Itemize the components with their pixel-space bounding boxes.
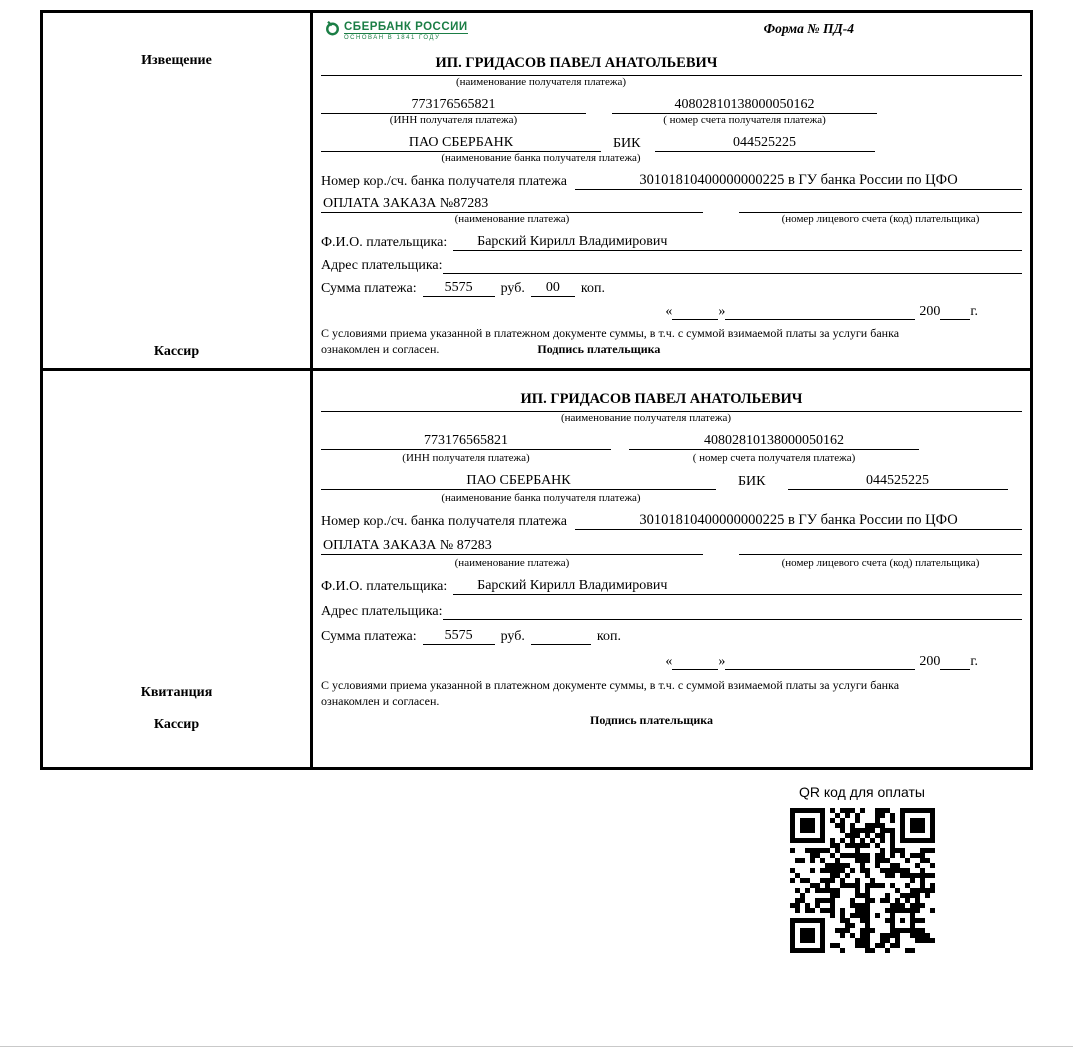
qr-code: [790, 808, 935, 953]
bank-caption-row: [321, 152, 1022, 167]
personal-account-caption: (номер лицевого счета (код) плательщика): [781, 557, 980, 569]
date-row: [321, 297, 1022, 320]
agreement-line-2: ознакомлен и согласен.: [321, 693, 440, 708]
pd4-form: [40, 10, 1033, 770]
inn-account-caption-row: [321, 452, 1022, 467]
payment-purpose-value: [321, 538, 703, 555]
receipt-left-column: [43, 371, 313, 767]
bik-label: БИК: [738, 474, 766, 489]
payer-address-label: Адрес плательщика:: [321, 258, 443, 273]
payee-caption: (наименование получателя платежа): [455, 76, 627, 88]
kop-label: коп.: [580, 281, 605, 296]
account-value: 40802810138000050162: [612, 97, 877, 114]
bank-caption: (наименование банка получателя платежа): [441, 152, 641, 164]
inn-caption: (ИНН получателя платежа): [389, 114, 518, 126]
kop-label: коп.: [596, 629, 621, 644]
personal-account-line: [739, 554, 1022, 555]
amount-row: [321, 622, 1022, 645]
order-number: 87283: [456, 538, 492, 553]
agreement-line-1: С условиями приема указанной в платежном документе суммы, в т.ч. с суммой взимаемой платы за услуги банка: [321, 678, 900, 692]
quote-close: »: [718, 304, 726, 319]
purpose-caption-row: [321, 213, 1022, 228]
order-number: 87283: [453, 196, 489, 211]
year-line: [940, 319, 970, 320]
bik-label: БИК: [613, 136, 641, 151]
month-line: [725, 319, 915, 320]
notice-left-column: [43, 13, 313, 368]
payer-address-row: [321, 251, 1022, 274]
amount-label: Сумма платежа:: [321, 629, 417, 644]
day-line: [672, 669, 718, 670]
payer-name-value: Барский Кирилл Владимирович: [453, 234, 691, 251]
inn-account-caption-row: [321, 114, 1022, 129]
quote-open: «: [665, 654, 673, 669]
amount-kop-value: 00: [531, 280, 575, 297]
sberbank-logo-icon: [325, 21, 340, 41]
purpose-caption-row: [321, 557, 1022, 572]
year-prefix: 200: [919, 654, 941, 669]
corr-account-row: [321, 507, 1022, 530]
payee-name: ИП. ГРИДАСОВ ПАВЕЛ АНАТОЛЬЕВИЧ: [520, 391, 803, 407]
sberbank-logo: [325, 21, 468, 41]
rub-label: руб.: [500, 281, 525, 296]
qr-caption: QR код для оплаты: [798, 784, 925, 800]
amount-rub-value: 5575: [423, 628, 495, 645]
corr-account-label: Номер кор./сч. банка получателя платежа: [321, 514, 567, 529]
agreement-text: [321, 326, 1022, 357]
payee-name: ИП. ГРИДАСОВ ПАВЕЛ АНАТОЛЬЕВИЧ: [435, 55, 718, 71]
bik-value: 044525225: [655, 135, 875, 152]
corr-account-value: 30101810400000000225 в ГУ банка России по ЦФО: [575, 172, 1022, 190]
account-caption: ( номер счета получателя платежа): [663, 114, 826, 126]
amount-kop-value: [531, 644, 591, 645]
notice-cashier-label: Кассир: [153, 344, 200, 359]
notice-section: [43, 13, 1030, 371]
order-label: ОПЛАТА ЗАКАЗА №: [323, 196, 454, 211]
payee-name-line: [321, 55, 1022, 76]
signature-label: Подпись плательщика: [537, 341, 661, 356]
year-prefix: 200: [919, 304, 941, 319]
inn-value: 773176565821: [321, 97, 586, 114]
inn-value: 773176565821: [321, 433, 611, 450]
receipt-form-area: [313, 371, 1030, 767]
bik-value: 044525225: [788, 473, 1008, 490]
order-label: ОПЛАТА ЗАКАЗА №: [323, 538, 454, 553]
payer-address-row: [321, 597, 1022, 620]
form-number: Форма № ПД-4: [763, 21, 854, 36]
payer-address-label: Адрес плательщика:: [321, 604, 443, 619]
month-line: [725, 669, 915, 670]
bank-caption-row: [321, 492, 1022, 507]
bank-name-value: ПАО СБЕРБАНК: [321, 135, 601, 152]
amount-label: Сумма платежа:: [321, 281, 417, 296]
bank-row: [321, 467, 1022, 490]
signature-label: Подпись плательщика: [590, 713, 713, 728]
corr-account-label: Номер кор./сч. банка получателя платежа: [321, 174, 567, 189]
payer-name-line-fill: [691, 594, 1022, 595]
date-row: [321, 647, 1022, 670]
notice-header-row: [321, 19, 1022, 55]
bank-caption: (наименование банка получателя платежа): [441, 492, 641, 504]
year-line: [940, 669, 970, 670]
agreement-line-1: С условиями приема указанной в платежном документе суммы, в т.ч. с суммой взимаемой платы за услуги банка: [321, 326, 900, 340]
payment-purpose-value: [321, 196, 703, 213]
payee-name-line: [321, 391, 1022, 412]
notice-form-area: [313, 13, 1030, 368]
bank-logo-text: СБЕРБАНК РОССИИ: [344, 21, 468, 33]
page-bottom-divider: [0, 1046, 1073, 1047]
amount-rub-value: 5575: [423, 280, 495, 297]
inn-caption: (ИНН получателя платежа): [402, 452, 530, 464]
bank-row: [321, 129, 1022, 152]
qr-block: [788, 784, 936, 953]
payer-name-value: Барский Кирилл Владимирович: [453, 578, 691, 595]
agreement-line-2: ознакомлен и согласен.: [321, 341, 440, 356]
personal-account-caption: (номер лицевого счета (код) плательщика): [781, 213, 980, 225]
rub-label: руб.: [500, 629, 525, 644]
receipt-cashier-label: Кассир: [153, 717, 200, 732]
account-value: 40802810138000050162: [629, 433, 919, 450]
agreement-text: [321, 678, 1022, 709]
quote-close: »: [718, 654, 726, 669]
account-caption: ( номер счета получателя платежа): [692, 452, 856, 464]
payer-name-label: Ф.И.О. плательщика:: [321, 579, 448, 594]
payment-purpose-row: [321, 190, 1022, 213]
notice-title: Извещение: [141, 53, 212, 68]
day-line: [672, 319, 718, 320]
payer-name-label: Ф.И.О. плательщика:: [321, 235, 448, 250]
inn-account-row: [321, 91, 1022, 114]
receipt-section: [43, 371, 1030, 767]
corr-account-row: [321, 167, 1022, 190]
payer-name-row: [321, 228, 1022, 251]
bank-name-value: ПАО СБЕРБАНК: [321, 473, 716, 490]
payee-caption-row: [321, 412, 1022, 427]
receipt-title: Квитанция: [140, 685, 213, 700]
payee-caption-row: [321, 76, 1022, 91]
bank-logo-subtext: ОСНОВАН В 1841 ГОДУ: [344, 33, 468, 41]
payment-purpose-row: [321, 532, 1022, 555]
sberbank-logo-text-block: [344, 21, 468, 41]
purpose-caption: (наименование платежа): [454, 557, 570, 569]
quote-open: «: [665, 304, 673, 319]
payer-address-line: [443, 619, 1022, 620]
payee-caption: (наименование получателя платежа): [560, 412, 732, 424]
year-suffix: г.: [970, 304, 978, 319]
amount-row: [321, 274, 1022, 297]
inn-account-row: [321, 427, 1022, 450]
purpose-caption: (наименование платежа): [454, 213, 570, 225]
corr-account-value: 30101810400000000225 в ГУ банка России по ЦФО: [575, 512, 1022, 530]
payer-name-row: [321, 572, 1022, 595]
year-suffix: г.: [970, 654, 978, 669]
